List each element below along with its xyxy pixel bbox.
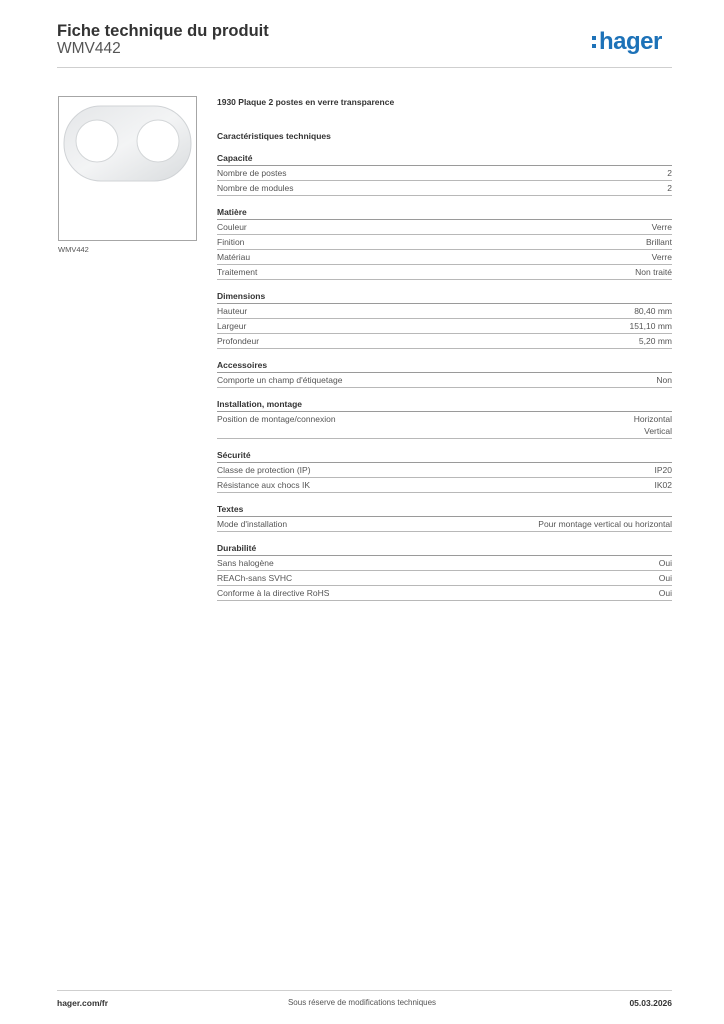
spec-label: Couleur <box>217 222 247 232</box>
spec-value-line: Verre <box>651 252 672 262</box>
footer-date: 05.03.2026 <box>629 998 672 1008</box>
spec-row <box>217 412 672 439</box>
spec-value <box>634 305 672 317</box>
spec-row <box>217 304 672 319</box>
spec-sections <box>217 152 672 601</box>
specs-heading: Caractéristiques techniques <box>217 131 331 141</box>
spec-value-line: Pour montage vertical ou horizontal <box>538 519 672 529</box>
spec-row <box>217 235 672 250</box>
spec-value <box>646 236 672 248</box>
spec-label: Nombre de modules <box>217 183 294 193</box>
spec-value-line: Oui <box>658 588 672 598</box>
spec-section <box>217 542 672 601</box>
spec-value <box>652 221 672 233</box>
spec-value <box>635 266 672 278</box>
spec-value <box>655 479 673 491</box>
spec-value <box>639 335 672 347</box>
spec-section <box>217 398 672 439</box>
spec-value-line: 2 <box>667 183 672 193</box>
spec-row <box>217 463 672 478</box>
spec-value <box>655 464 673 476</box>
spec-label: Comporte un champ d'étiquetage <box>217 375 343 385</box>
spec-label: Résistance aux chocs IK <box>217 480 311 490</box>
spec-label: Mode d'installation <box>217 519 288 529</box>
spec-value-line: 80,40 mm <box>634 306 672 316</box>
spec-row <box>217 586 672 601</box>
section-title: Matière <box>217 206 672 220</box>
section-title: Dimensions <box>217 290 672 304</box>
footer-divider <box>57 990 672 991</box>
section-title: Textes <box>217 503 672 517</box>
spec-value-line: Vertical <box>644 426 672 436</box>
spec-value-line: Verre <box>651 222 672 232</box>
spec-value <box>656 374 672 386</box>
header-divider <box>57 67 672 68</box>
spec-value-line: IK02 <box>654 480 672 490</box>
hager-logo <box>592 30 662 54</box>
product-name: 1930 Plaque 2 postes en verre transparence <box>217 97 395 107</box>
spec-label: REACh-sans SVHC <box>217 573 293 583</box>
spec-value <box>659 587 672 599</box>
spec-section <box>217 290 672 349</box>
spec-value <box>667 182 672 194</box>
spec-row <box>217 334 672 349</box>
section-title: Sécurité <box>217 449 672 463</box>
spec-row <box>217 250 672 265</box>
page-title: Fiche technique du produit <box>57 22 269 40</box>
spec-value-line: Non traité <box>635 267 672 277</box>
spec-section <box>217 152 672 196</box>
spec-section <box>217 359 672 388</box>
spec-value-line: Oui <box>658 558 672 568</box>
spec-value <box>659 572 672 584</box>
section-title: Installation, montage <box>217 398 672 412</box>
spec-section <box>217 449 672 493</box>
spec-value-line: Oui <box>658 573 672 583</box>
spec-row <box>217 181 672 196</box>
spec-section <box>217 206 672 280</box>
footer-notice: Sous réserve de modifications techniques <box>287 998 437 1007</box>
spec-label: Nombre de postes <box>217 168 287 178</box>
spec-row <box>217 265 672 280</box>
specifications <box>217 96 672 601</box>
section-title: Accessoires <box>217 359 672 373</box>
spec-row <box>217 220 672 235</box>
spec-label: Hauteur <box>217 306 248 316</box>
spec-label: Classe de protection (IP) <box>217 465 311 475</box>
spec-value-line: 151,10 mm <box>629 321 672 331</box>
spec-row <box>217 373 672 388</box>
spec-value-line: 5,20 mm <box>638 336 672 346</box>
spec-row <box>217 166 672 181</box>
spec-label: Finition <box>217 237 245 247</box>
spec-row <box>217 319 672 334</box>
plate-drawing <box>59 97 196 240</box>
spec-section <box>217 503 672 532</box>
spec-row <box>217 517 672 532</box>
spec-value <box>659 557 672 569</box>
spec-value <box>629 320 672 332</box>
spec-value <box>634 413 672 437</box>
spec-value-line: Brillant <box>646 237 672 247</box>
logo-dots-icon <box>592 34 597 50</box>
spec-label: Traitement <box>217 267 258 277</box>
spec-label: Matériau <box>217 252 251 262</box>
product-reference: WMV442 <box>57 40 121 57</box>
spec-row <box>217 478 672 493</box>
spec-label: Profondeur <box>217 336 260 346</box>
spec-value <box>652 251 672 263</box>
spec-value-line: 2 <box>667 168 672 178</box>
spec-row <box>217 556 672 571</box>
spec-value <box>667 167 672 179</box>
section-title: Durabilité <box>217 542 672 556</box>
spec-value <box>538 518 672 530</box>
footer-website: hager.com/fr <box>57 998 109 1008</box>
image-caption: WMV442 <box>58 245 89 254</box>
spec-value-line: Horizontal <box>633 414 672 424</box>
section-title: Capacité <box>217 152 672 166</box>
spec-value-line: Non <box>656 375 672 385</box>
logo-text: hager <box>599 28 662 55</box>
spec-row <box>217 571 672 586</box>
spec-label: Conforme à la directive RoHS <box>217 588 330 598</box>
spec-label: Sans halogène <box>217 558 274 568</box>
spec-value-line: IP20 <box>654 465 672 475</box>
double-frame-plate-image <box>58 96 197 241</box>
spec-label: Largeur <box>217 321 247 331</box>
spec-label: Position de montage/connexion <box>217 414 336 424</box>
